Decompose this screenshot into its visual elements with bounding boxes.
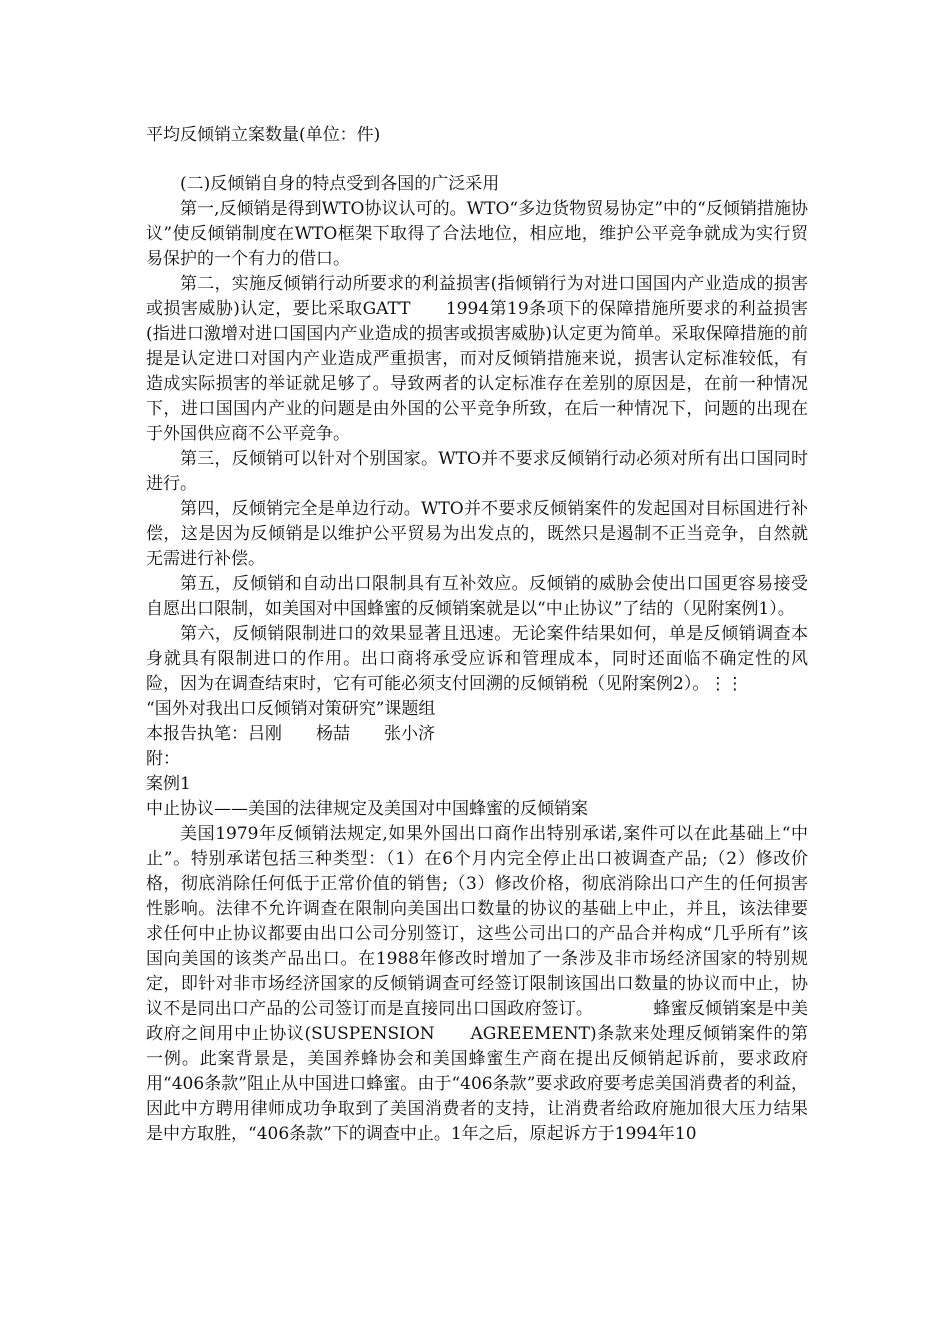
spacer [146, 148, 808, 172]
paragraph-fourth: 第四，反倾销完全是单边行动。WTO并不要求反倾销案件的发起国对目标国进行补偿，这是因为反倾销是以维护公平贸易为出发点的，既然只是遏制不正当竞争，自然就无需进行补偿。 [146, 499, 808, 569]
case-title: 中止协议——美国的法律规定及美国对中国蜂蜜的反倾销案 [146, 799, 588, 819]
paragraph-second: 第二，实施反倾销行动所要求的利益损害(指倾销行为对进口国国内产业造成的损害或损害威胁)认定，要比采取GATT 1994第19条项下的保障措施所要求的利益损害(指进口激增对进口国国内产业造成的损害或损害威胁)认定更为简单。采取保障措施的前提是认定进口对国内产业造成严重损害，而对反倾销措施来说，损害认定标准较低，有造成实际损害的举证就足够了。导致两者的认定标准存在差别的原因是，在前一种情况下，进口国国内产业的问题是由外国的公平竞争所致，在后一种情况下，问题的出现在于外国供应商不公平竞争。 [146, 274, 808, 444]
table-caption: 平均反倾销立案数量(单位：件) [146, 125, 381, 145]
paragraph-first: 第一,反倾销是得到WTO协议认可的。WTO“多边货物贸易协定”中的“反倾销措施协议”使反倾销制度在WTO框架下取得了合法地位，相应地，维护公平竞争就成为实行贸易保护的一个有力的借口。 [146, 199, 808, 269]
paragraph-third: 第三，反倾销可以针对个别国家。WTO并不要求反倾销行动必须对所有出口国同时进行。 [146, 449, 808, 494]
research-group: “国外对我出口反倾销对策研究”课题组 [146, 699, 436, 719]
appendix-label: 附： [146, 749, 180, 769]
authors-line: 本报告执笔：吕刚 杨喆 张小济 [146, 724, 435, 744]
document-body [146, 123, 808, 1147]
case-paragraph: 美国1979年反倾销法规定,如果外国出口商作出特别承诺,案件可以在此基础上“中止”。特别承诺包括三种类型：（1）在6个月内完全停止出口被调查产品;（2）修改价格，彻底消除任何低于正常价值的销售;（3）修改价格，彻底消除出口产生的任何损害性影响。法律不允许调查在限制向美国出口数量的协议的基础上中止，并且，该法律要求任何中止协议都要由出口公司分别签订，这些公司出口的产品合并构成“几乎所有”该国向美国的该类产品出口。在1988年修改时增加了一条涉及非市场经济国家的特别规定，即针对非市场经济国家的反倾销调查可经签订限制该国出口数量的协议而中止，协议不是同出口产品的公司签订而是直接同出口国政府签订。 蜂蜜反倾销案是中美政府之间用中止协议(SUSPENSION AGREEMENT)条款来处理反倾销案件的第一例。此案背景是，美国养蜂协会和美国蜂蜜生产商在提出反倾销起诉前，要求政府用“406条款”阻止从中国进口蜂蜜。由于“406条款”要求政府要考虑美国消费者的利益，因此中方聘用律师成功争取到了美国消费者的支持，让消费者给政府施加很大压力结果是中方取胜，“406条款”下的调查中止。1年之后，原起诉方于1994年10 [146, 824, 808, 1144]
paragraph-fifth: 第五，反倾销和自动出口限制具有互补效应。反倾销的威胁会使出口国更容易接受自愿出口限制，如美国对中国蜂蜜的反倾销案就是以“中止协议”了结的（见附案例1）。 [146, 574, 808, 619]
case-label: 案例1 [146, 774, 191, 794]
section-heading: (二)反倾销自身的特点受到各国的广泛采用 [180, 174, 500, 194]
paragraph-sixth: 第六，反倾销限制进口的效果显著且迅速。无论案件结果如何，单是反倾销调查本身就具有限制进口的作用。出口商将承受应诉和管理成本，同时还面临不确定性的风险，因为在调查结束时，它有可能必须支付回溯的反倾销税（见附案例2）。⋮⋮ [146, 624, 808, 694]
